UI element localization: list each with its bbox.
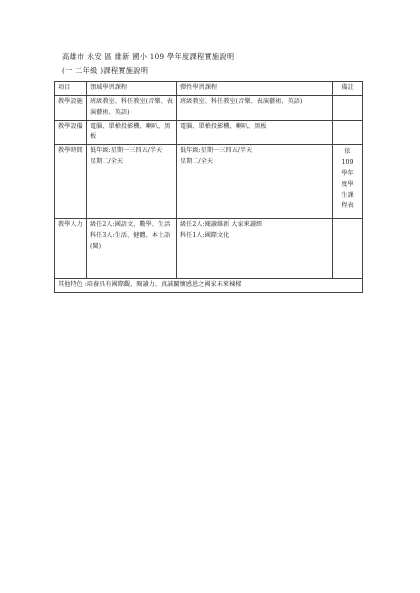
table-row-time bbox=[55, 145, 363, 219]
table-row-features bbox=[55, 279, 363, 293]
facilities-note-cell bbox=[333, 95, 363, 120]
staff-domain-line-2: 科任3人:生活、健體、本土語(閩) bbox=[90, 232, 171, 250]
equipment-note-cell bbox=[333, 120, 363, 145]
table-row-facilities bbox=[55, 95, 363, 120]
curriculum-table bbox=[54, 81, 363, 293]
header-flexible-courses: 彈性學習課程 bbox=[177, 82, 333, 96]
note-text-5: 生課 bbox=[341, 191, 354, 199]
equipment-flexible-cell: 電腦、單槍投影機、喇叭、黑板 bbox=[177, 120, 333, 145]
equipment-domain-cell: 電腦、單槍投影機、喇叭、黑板 bbox=[87, 120, 177, 145]
staff-domain-line-1: 級任2人:國語文、數學、生活 bbox=[90, 221, 171, 229]
time-domain-line-1: 低年級:星期一三四五/半天 bbox=[90, 147, 163, 155]
note-text-3: 學年 bbox=[341, 169, 354, 177]
header-notes: 備註 bbox=[333, 82, 363, 96]
header-item: 項目 bbox=[55, 82, 87, 96]
row-label-time: 教學時間 bbox=[55, 145, 87, 219]
time-flexible-line-2: 星期二/全天 bbox=[180, 158, 214, 166]
row-label-facilities: 教學設施 bbox=[55, 95, 87, 120]
note-text-6: 程表 bbox=[341, 202, 354, 210]
time-note-cell bbox=[333, 145, 363, 219]
note-text-1: 依 bbox=[344, 148, 351, 156]
staff-domain-cell bbox=[87, 219, 177, 279]
document-title: 高雄市 永安 區 維新 國小 109 學年度課程實施說明 bbox=[62, 52, 235, 61]
time-domain-line-2: 星期二/全天 bbox=[90, 158, 124, 166]
document-subtitle: (一 二年級 )課程實施說明 bbox=[62, 66, 149, 75]
note-text-4: 度學 bbox=[341, 180, 354, 188]
table-row-staff bbox=[55, 219, 363, 279]
staff-flexible-cell bbox=[177, 219, 333, 279]
header-domain-courses: 領域學習課程 bbox=[87, 82, 177, 96]
features-cell: 其他特色 :培養具有國際觀、閱讀力、真誠關懷感恩之國家未來棟樑 bbox=[55, 279, 363, 293]
row-label-staff: 教學人力 bbox=[55, 219, 87, 279]
facilities-flexible-cell: 班級教室、科任教室(音樂、表演藝術、英語) bbox=[177, 95, 333, 120]
staff-flexible-line-1: 級任2人:閱讀維新 大家來讀經 bbox=[180, 221, 263, 229]
facilities-domain-cell: 班級教室、科任教室(音樂、表演藝術、英語) bbox=[87, 95, 177, 120]
staff-note-cell bbox=[333, 219, 363, 279]
note-text-2: 109 bbox=[341, 159, 354, 167]
table-row-equipment bbox=[55, 120, 363, 145]
table-header-row bbox=[55, 82, 363, 96]
time-flexible-line-1: 低年級:星期一三四五/半天 bbox=[180, 147, 253, 155]
time-flexible-cell bbox=[177, 145, 333, 219]
row-label-equipment: 教學設備 bbox=[55, 120, 87, 145]
time-domain-cell bbox=[87, 145, 177, 219]
staff-flexible-line-2: 科任1人:國際文化 bbox=[180, 232, 230, 240]
